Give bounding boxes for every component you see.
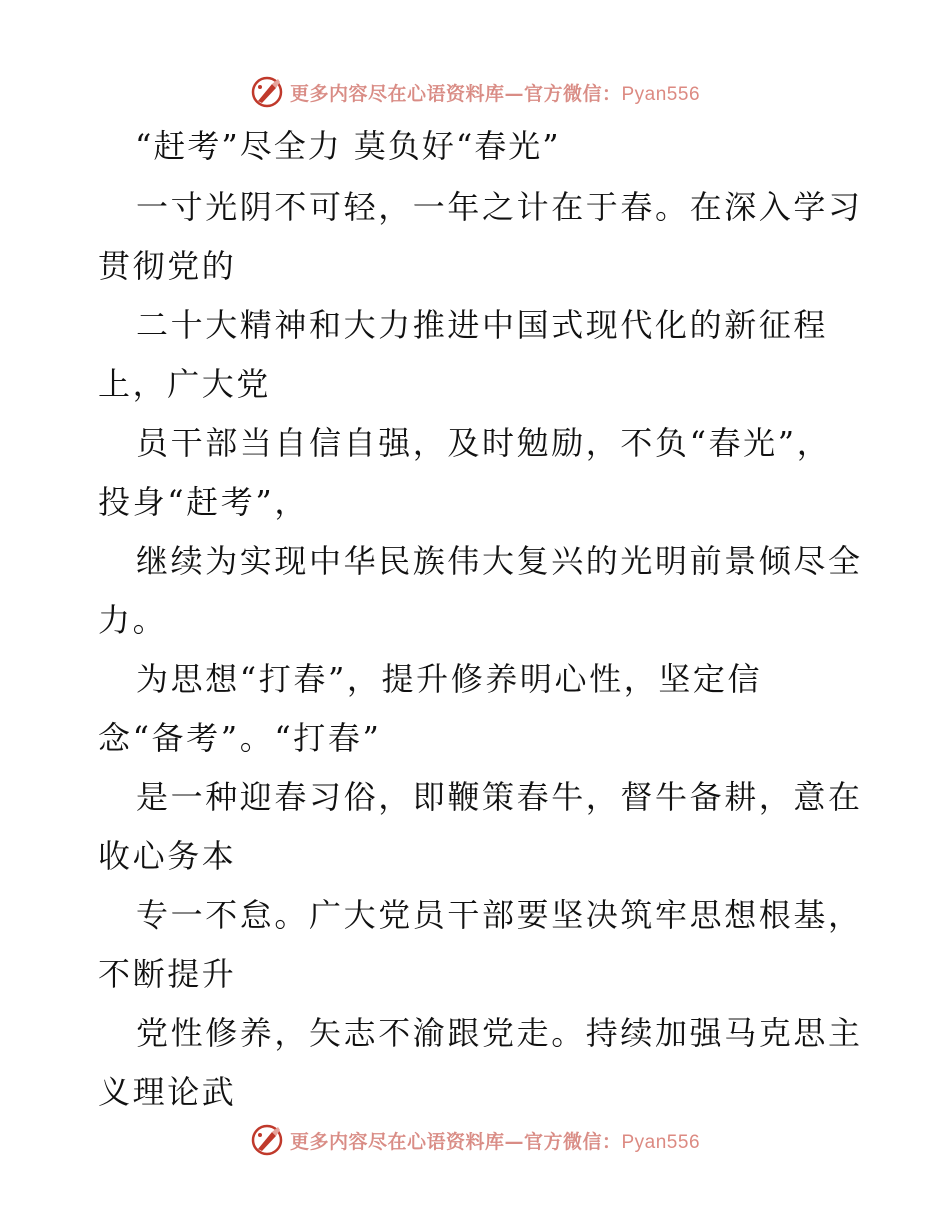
body-line: 念“备考”。“打春” (98, 719, 382, 757)
body-line: 继续为实现中华民族伟大复兴的光明前景倾尽全 (136, 542, 863, 580)
body-line: 投身“赶考”， (98, 483, 309, 521)
body-line: 义理论武 (98, 1073, 237, 1111)
pen-nib-logo-icon (250, 1123, 284, 1157)
footer-banner (0, 1118, 950, 1162)
banner-wechat-id: Pyan556 (621, 83, 701, 105)
body-line: 收心务本 (98, 837, 237, 875)
banner-main-text: 更多内容尽在心语资料库—官方微信： (289, 82, 622, 105)
banner-wechat-id: Pyan556 (621, 1131, 701, 1153)
banner-text (290, 1127, 700, 1154)
body-line: 一寸光阴不可轻，一年之计在于春。在深入学习 (136, 188, 863, 226)
document-body (98, 183, 878, 1127)
banner-main-text: 更多内容尽在心语资料库—官方微信： (289, 1130, 622, 1153)
body-line: 党性修养，矢志不渝跟党走。持续加强马克思主 (136, 1014, 863, 1052)
banner-text (290, 79, 700, 106)
body-line: 不断提升 (98, 955, 237, 993)
body-line: 二十大精神和大力推进中国式现代化的新征程 (136, 306, 829, 344)
document-title: “赶考”尽全力 莫负好“春光” (135, 127, 561, 165)
body-line: 力。 (98, 601, 168, 639)
pen-nib-logo-icon (250, 75, 284, 109)
body-line: 专一不怠。广大党员干部要坚决筑牢思想根基， (136, 896, 863, 934)
body-line: 员干部当自信自强，及时勉励，不负“春光”， (136, 424, 832, 462)
body-line: 是一种迎春习俗，即鞭策春牛，督牛备耕，意在 (136, 778, 863, 816)
body-line: 为思想“打春”，提升修养明心性，坚定信 (136, 660, 763, 698)
body-line: 上，广大党 (98, 365, 272, 403)
body-line: 贯彻党的 (98, 247, 237, 285)
header-banner (0, 70, 950, 114)
